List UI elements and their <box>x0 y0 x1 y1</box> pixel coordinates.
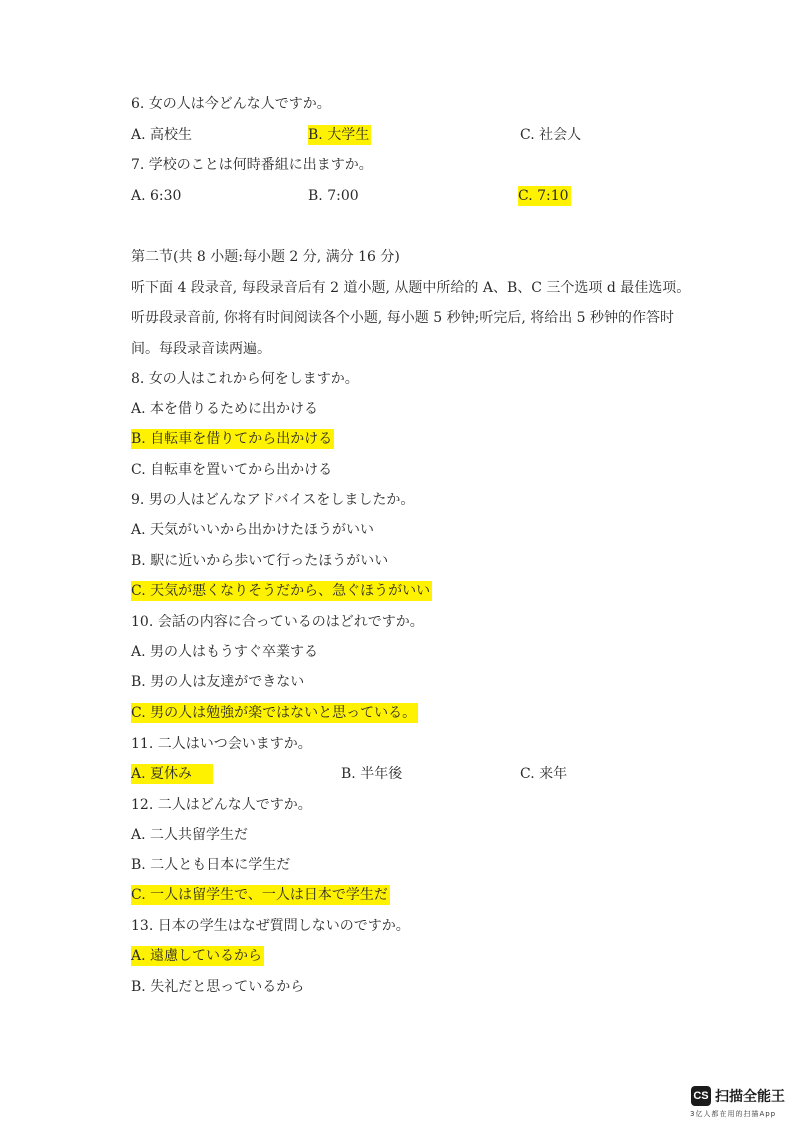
q8-question: 8. 女の人はこれから何をしますか。 <box>131 371 359 387</box>
section-instructions-line-1: 听下面 4 段录音, 每段录音后有 2 道小题, 从题中所给的 A、B、C 三个选项 d 最佳选项。 <box>131 280 691 296</box>
q13-option-a-highlighted: A. 遠慮しているから <box>131 948 263 964</box>
section-instructions-line-3: 间。每段录音读两遍。 <box>131 341 271 357</box>
q6-option-c: C. 社会人 <box>520 127 582 143</box>
q8-option-c: C. 自転車を置いてから出かける <box>131 462 333 478</box>
q10-option-b: B. 男の人は友達ができない <box>131 674 305 690</box>
q12-option-a: A. 二人共留学生だ <box>131 827 249 843</box>
q12-question: 12. 二人はどんな人ですか。 <box>131 797 312 813</box>
section-instructions-line-2: 听毋段录音前, 你将有时间阅读各个小题, 每小题 5 秒钟;听完后, 将给出 5 秒钟的作答时 <box>131 310 675 326</box>
q6-option-b-highlighted: B. 大学生 <box>308 127 370 143</box>
scanner-app-name: 扫描全能王 <box>715 1089 785 1105</box>
q8-option-b-highlighted: B. 自転車を借りてから出かける <box>131 431 333 447</box>
q7-option-b: B. 7:00 <box>308 188 359 204</box>
q11-option-b: B. 半年後 <box>341 766 403 782</box>
q9-option-a: A. 天気がいいから出かけたほうがいい <box>131 522 375 538</box>
q10-option-a: A. 男の人はもうすぐ卒業する <box>131 644 319 660</box>
scanner-app-logo <box>691 1086 785 1106</box>
q11-question: 11. 二人はいつ会いますか。 <box>131 736 312 752</box>
q12-option-c-highlighted: C. 一人は留学生で、一人は日本で学生だ <box>131 887 388 903</box>
q6-question: 6. 女の人は今どんな人ですか。 <box>131 96 331 112</box>
q7-option-c-highlighted: C. 7:10 <box>518 188 569 204</box>
scanner-app-tagline: 3亿人都在用的扫描App <box>690 1110 777 1118</box>
q9-question: 9. 男の人はどんなアドバイスをしましたか。 <box>131 492 415 508</box>
q13-question: 13. 日本の学生はなぜ質問しないのですか。 <box>131 918 410 934</box>
q12-option-b: B. 二人とも日本に学生だ <box>131 857 291 873</box>
q7-option-a: A. 6:30 <box>131 188 182 204</box>
section-heading: 第二节(共 8 小题:每小题 2 分, 满分 16 分) <box>131 249 400 265</box>
q9-option-b: B. 駅に近いから歩いて行ったほうがいい <box>131 553 389 569</box>
q7-question: 7. 学校のことは何時番組に出ますか。 <box>131 157 373 173</box>
cs-logo-icon: CS <box>691 1086 711 1106</box>
q8-option-a: A. 本を借りるために出かける <box>131 401 319 417</box>
q11-option-a-highlighted: A. 夏休み <box>131 764 213 784</box>
q10-question: 10. 会話の内容に合っているのはどれですか。 <box>131 614 424 630</box>
q13-option-b: B. 失礼だと思っているから <box>131 979 305 995</box>
q11-option-c: C. 来年 <box>520 766 568 782</box>
q6-option-a: A. 高校生 <box>131 127 193 143</box>
q9-option-c-highlighted: C. 天気が悪くなりそうだから、急ぐほうがいい <box>131 583 431 599</box>
q10-option-c-highlighted: C. 男の人は勉強が楽ではないと思っている。 <box>131 705 417 721</box>
